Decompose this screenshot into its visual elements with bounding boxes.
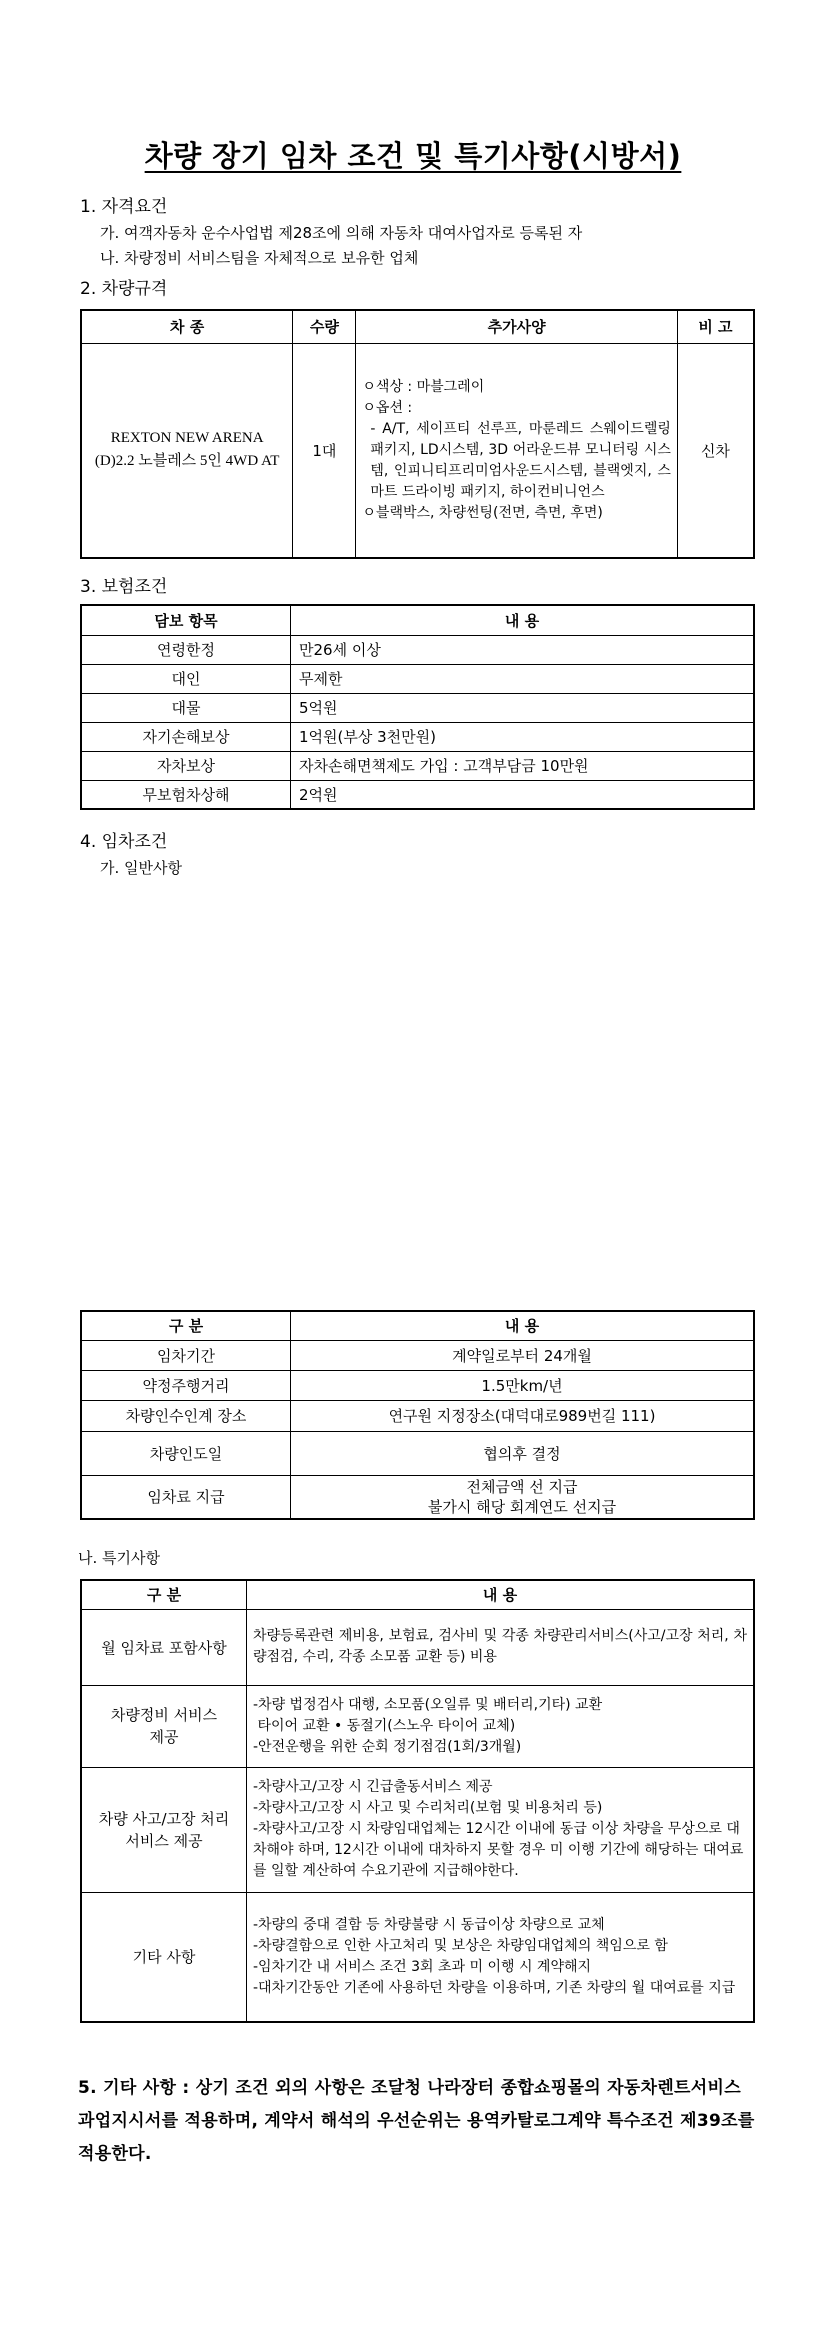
page-title: 차량 장기 임차 조건 및 특기사항(시방서): [144, 139, 682, 173]
insurance-value: 만26세 이상: [291, 635, 755, 664]
special-line: -차량사고/고장 시 차량임대업체는 12시간 이내에 동급 이상 차량을 무상으로 대차해야 하며, 12시간 이내에 대차하지 못할 경우 미 이행 기간에 해당하는 대여료를 일할 계산하여 수요기관에 지급해야한다.: [253, 1821, 744, 1879]
insurance-value: 1억원(부상 3천만원): [291, 722, 755, 751]
other-terms-paragraph: 5. 기타 사항 : 상기 조건 외의 사항은 조달청 나라장터 종합쇼핑몰의 자동차렌트서비스 과업지시서를 적용하며, 계약서 해석의 우선순위는 용역카탈로그계약 특수조건 제39조를 적용한다.: [78, 2078, 755, 2164]
special-terms-table: [80, 1579, 755, 2023]
special-item: 차량정비 서비스 제공: [81, 1685, 247, 1767]
special-item: 기타 사항: [81, 1892, 247, 2022]
payment-line-1: 전체금액 선 지급: [466, 1477, 578, 1496]
term-value: 1.5만km/년: [291, 1370, 755, 1400]
col-header-content: 내 용: [291, 1311, 755, 1340]
special-line: -차량 법정검사 대행, 소모품(오일류 및 배터리,기타) 교환: [253, 1696, 603, 1713]
col-header-options: 추가사양: [356, 310, 677, 343]
special-terms-heading: 나. 특기사항: [78, 1549, 160, 1567]
insurance-table: [80, 604, 755, 810]
col-header-qty: 수량: [293, 310, 356, 343]
insurance-item: 자기손해보상: [81, 722, 291, 751]
col-header-content: 내 용: [291, 605, 755, 635]
special-line: -차량결함으로 인한 사고처리 및 보상은 차량임대업체의 책임으로 함: [253, 1937, 668, 1954]
insurance-item: 대물: [81, 693, 291, 722]
insurance-value: 5억원: [291, 693, 755, 722]
term-item: 임차료 지급: [81, 1475, 291, 1519]
special-line: -차량의 중대 결함 등 차량불량 시 동급이상 차량으로 교체: [253, 1916, 605, 1933]
section-4-heading: 4. 임차조건: [80, 832, 168, 852]
insurance-value: 무제한: [291, 664, 755, 693]
col-header-coverage: 담보 항목: [81, 605, 291, 635]
special-line: -안전운행을 위한 순회 정기점검(1회/3개월): [253, 1738, 522, 1755]
insurance-value: 2억원: [291, 780, 755, 809]
special-item: 차량 사고/고장 처리 서비스 제공: [81, 1767, 247, 1892]
term-item: 차량인도일: [81, 1431, 291, 1475]
option-color: ㅇ색상 : 마블그레이: [362, 378, 485, 395]
term-value: 협의후 결정: [291, 1431, 755, 1475]
insurance-item: 자차보상: [81, 751, 291, 780]
col-header-category: 구 분: [81, 1311, 291, 1340]
vehicle-model: REXTON NEW ARENA (D)2.2 노블레스 5인 4WD AT: [81, 343, 293, 558]
payment-line-2: 불가시 해당 회계연도 선지급: [427, 1497, 617, 1516]
vehicle-note: 신차: [677, 343, 754, 558]
general-terms-heading: 가. 일반사항: [100, 859, 182, 877]
special-line: -차량사고/고장 시 긴급출동서비스 제공: [253, 1779, 493, 1795]
option-label: ㅇ옵션 :: [362, 399, 413, 416]
special-value: [247, 1685, 755, 1767]
term-value: 계약일로부터 24개월: [291, 1340, 755, 1370]
insurance-item: 연령한정: [81, 635, 291, 664]
vehicle-spec-table: [80, 309, 755, 559]
rental-terms-table: [80, 1310, 755, 1520]
section-1-heading: 1. 자격요건: [80, 197, 168, 217]
term-item: 약정주행거리: [81, 1370, 291, 1400]
term-value: [291, 1475, 755, 1519]
col-header-category: 구 분: [81, 1580, 247, 1609]
vehicle-options: [356, 343, 677, 558]
col-header-note: 비 고: [677, 310, 754, 343]
col-header-content: 내 용: [247, 1580, 755, 1609]
special-value: [247, 1892, 755, 2022]
special-line: -차량사고/고장 시 사고 및 수리처리(보험 및 비용처리 등): [253, 1800, 603, 1816]
special-line: 타이어 교환 • 동절기(스노우 타이어 교체): [253, 1717, 516, 1734]
option-list: - A/T, 세이프티 선루프, 마룬레드 스웨이드렐링패키지, LD시스템, 3D 어라운드뷰 모니터링 시스템, 인피니티프리미엄사운드시스템, 블랙엣지, 스마트 드라이빙 패키지, 하이컨비니언스: [370, 420, 671, 500]
insurance-value: 자차손해면책제도 가입 : 고객부담금 10만원: [291, 751, 755, 780]
special-line: 차량등록관련 제비용, 보험료, 검사비 및 각종 차량관리서비스(사고/고장 처리, 차량점검, 수리, 각종 소모품 교환 등) 비용: [253, 1628, 747, 1665]
insurance-item: 무보험차상해: [81, 780, 291, 809]
special-item: 월 임차료 포함사항: [81, 1609, 247, 1685]
section-3-heading: 3. 보험조건: [80, 577, 168, 597]
col-header-model: 차 종: [81, 310, 293, 343]
term-item: 차량인수인계 장소: [81, 1400, 291, 1431]
special-line: -임차기간 내 서비스 조건 3회 초과 미 이행 시 계약해지: [253, 1958, 592, 1975]
insurance-item: 대인: [81, 664, 291, 693]
term-value: 연구원 지정장소(대덕대로989번길 111): [291, 1400, 755, 1431]
special-value: [247, 1767, 755, 1892]
section-2-heading: 2. 차량규격: [80, 279, 168, 299]
term-item: 임차기간: [81, 1340, 291, 1370]
qualification-item-a: 가. 여객자동차 운수사업법 제28조에 의해 자동차 대여사업자로 등록된 자: [100, 224, 583, 242]
special-value: [247, 1609, 755, 1685]
qualification-item-b: 나. 차량정비 서비스팀을 자체적으로 보유한 업체: [100, 249, 419, 267]
vehicle-qty: 1대: [293, 343, 356, 558]
option-extras: ㅇ블랙박스, 차량썬팅(전면, 측면, 후면): [362, 504, 603, 521]
special-line: -대차기간동안 기존에 사용하던 차량을 이용하며, 기존 차량의 월 대여료를 지급: [253, 1979, 736, 1996]
